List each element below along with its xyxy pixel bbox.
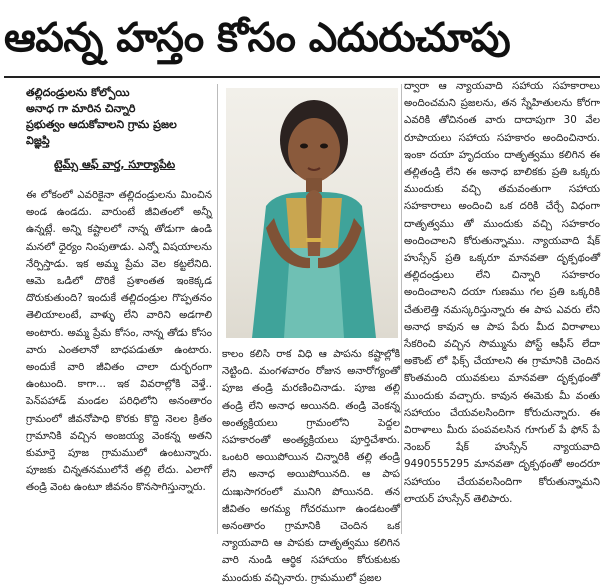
column-divider [401, 84, 402, 534]
subheadline [26, 85, 206, 149]
subheadline-line: ప్రభుత్వం ఆదుకోవాలని గ్రామ ప్రజల [26, 118, 177, 131]
subheadline-line: అనాధ గా మారిన చిన్నారి [26, 102, 136, 115]
column-2 [222, 346, 400, 584]
column-3 [404, 78, 600, 537]
column-3-text: ద్వారా ఆ న్యాయవాది సహాయ సహకారాలు అందించమని ప్రజలను, తన స్నేహితులను కోరగా ఎవరికి తోచినంత వారు దాదాపుగా 30 వేల రూపాయలు సహాయ సహకారం అందించినారు. ఇంకా దయా హృదయం దాతృత్వము కలిగిన ఈ తల్లితండ్రి లేని ఈ అనాధ బాలికకు ప్రతి ఒక్కరు ముందుకు వచ్చి తమవంతుగా సహాయ సహకారాలు అందించి ఒక దరికి చేర్చే విధంగా దాతృత్వము తో ముందుకు వచ్చి సహకారం అందించాలని కోరుతున్నాము. న్యాయవాది షేక్ హుస్సేన్ ప్రతి ఒక్కరూ మానవతా దృక్పథంతో తల్లిదండ్రులు లేని చిన్నారి సహకారం అందించాలని దయా గుణము గల ప్రతి ఒక్కరికి చేతులెత్తి నమస్కరిస్తున్నారు ఈ పాప ఎవరు లేని అనాధ కావున ఆ పాప పేరు మీద విరాళాలు సేకరించి వచ్చిన సొమ్మును పోస్ట్ ఆఫీస్ లేదా అకౌంట్ లో ఫిక్స్ చేయాలని ఈ గ్రామానికి చెందిన కొంతమంది యువకులు మానవతా దృక్పథంతో ముందుకు వచ్చారు. కావున ఈమెకు మీ వంతు సహాయం చేయవలసిందిగా కోరుచున్నారు. ఈ విరాళాలు మీరు పంపవలసిన గూగుల్ పే ఫోన్ పే నెంబర్ షేక్ హుస్సేన్ న్యాయవాది 9490555295 మానవతా దృక్పథంతో అందరూ సహాయం చేయవలసిందిగా కోరుతున్నామని లాయర్ హుస్సేన్ తెలిపారు. [404, 80, 600, 505]
column-1 [26, 187, 212, 537]
column-1-text: ఈ లోకంలో ఎవరికైనా తల్లిదండ్రులను మించిన అండ ఉండదు. వారుంటే జీవితంలో అన్నీ ఉన్నట్లే. అన్ని కష్టాలలో నాన్న తోడుగా ఉండి మనలో ధైర్యం నింపుతాడు. ఎన్నో విషయాలను నేర్పిస్తాడు. ఇక అమ్మ ప్రేమ వెల కట్టలేనిది. ఆమె ఒడిలో దొరికే ప్రశాంతత ఇంకెక్కడ దొరుకుతుంది? ఇందుకే తల్లిదండ్రుల గొప్పతనం తెలియాలంటే, వాళ్ళు లేని వారిని అడగాలి అంటారు. అమ్మ ప్రేమ కోసం, నాన్న తోడు కోసం వారు ఎంతలానో బాధపడుతూ ఉంటారు. అందుకే వారి జీవితం చాలా దుర్భరంగా ఉంటుంది. కాగా... ఇక వివరాల్లోకి వెళ్తే.. పెన్‌పహాడ్ మండల పరిధిలోని అనంతారం గ్రామంలో జీవనోపాధి కొరకు కొద్ది నెలల క్రితం గ్రామానికి వచ్చిన అంజయ్య వెంకన్న అతని కుమార్తె పూజ గ్రామములో ఉంటున్నారు. పూజకు చిన్నతనములోనే తల్లి లేదు. ఎలాగో తండ్రి వెంట ఉంటూ జీవనం కొనసాగిస్తున్నారు. [26, 189, 212, 494]
subheadline-line: విజ్ఞప్తి [26, 134, 50, 147]
headline: ఆపన్న హస్తం కోసం ఎదురుచూపు [4, 15, 511, 61]
column-divider [217, 84, 218, 534]
girl-photo [226, 88, 398, 338]
girl-illustration [226, 88, 398, 338]
subheadline-line: తల్లిదండ్రులను కోల్పోయి [26, 86, 130, 99]
dateline: టైమ్స్ ఆఫ్ వార్త, సూర్యాపేట [54, 158, 176, 171]
column-2-text: కాలం కలిసి రాక విధి ఆ పాపను కష్టాల్లోకి నెట్టింది. మంగళవారం రోజున అనారోగ్యంతో పూజ తండ్రి మరణించినాడు. పూజ తల్లి తండ్రి లేని అనాధ అయినది. తండ్రి వెంకన్న అంత్యక్రియలు గ్రామంలోని పెద్దల సహకారంతో అంత్యక్రియలు పూర్తిచేశారు. ఒంటరి అయిపోయిన చిన్నారికి తల్లి తండ్రి లేని అనాధ అయిపోయినది. ఆ పాప దుఃఖసాగరంలో మునిగి పోయినది. తన జీవితం అగమ్య గోచరముగా ఉండటంతో అనంతారం గ్రామానికి చెందిన ఒక న్యాయవాది ఆ పాపకు దాతృత్వము కలిగిన వారి నుండి ఆర్థిక సహాయం కోరుకుటకు ముందుకు వచ్చినారు. గ్రామములో ప్రజల [222, 348, 400, 584]
